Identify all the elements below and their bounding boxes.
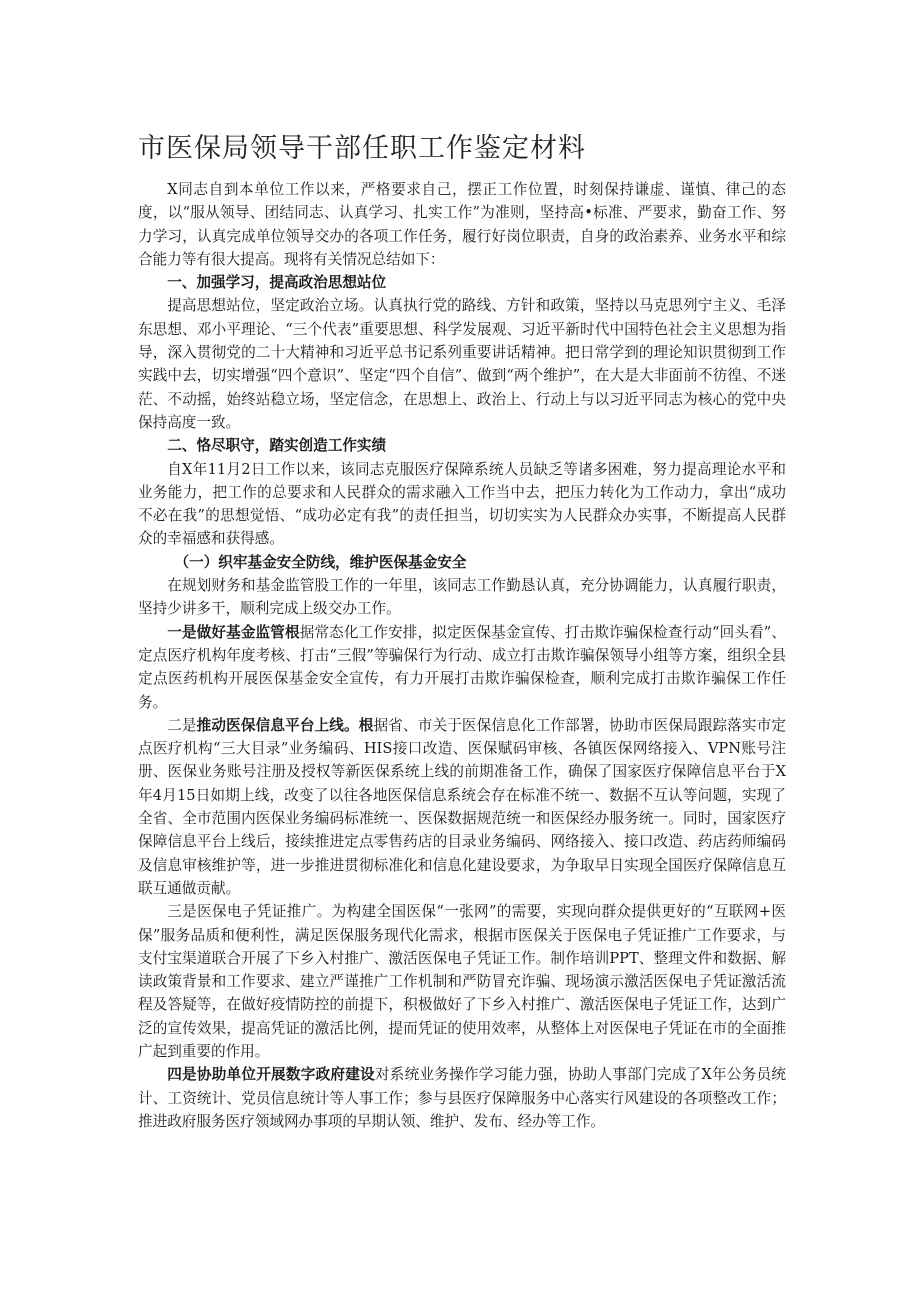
item-2-prefix: 二是 — [167, 716, 197, 734]
section-1-paragraph: 提高思想站位，坚定政治立场。认真执行党的路线、方针和政策，坚持以马克思列宁主义、毛泽东思想、邓小平理论、“三个代表”重要思想、科学发展观、习近平新时代中国特色社会主义思想为指导，深入贯彻党的二十大精神和习近平总书记系列重要讲话精神。把日常学到的理论知识贯彻到工作实践中去，切实增强“四个意识”、坚定“四个自信”、做到“两个维护”，在大是大非面前不彷徨、不迷茫、不动摇，始终站稳立场，坚定信念，在思想上、政治上、行动上与以习近平同志为核心的党中央保持高度一致。 — [138, 297, 786, 431]
item-2-paragraph — [138, 714, 786, 900]
item-4-text: 对系统业务操作学习能力强，协助人事部门完成了X年公务员统计、工资统计、党员信息统计等人事工作；参与县医疗保障服务中心落实行风建设的各项整改工作；推进政府服务医疗领域网办事项的早期认领、维护、发布、经办等工作。 — [138, 1066, 786, 1130]
item-1-paragraph — [138, 621, 786, 714]
section-2-paragraph: 自X年11月2日工作以来，该同志克服医疗保障系统人员缺乏等诸多困难，努力提高理论水平和业务能力，把工作的总要求和人民群众的需求融入工作当中去，把压力转化为工作动力，拿出“成功不必在我”的思想觉悟、“成功必定有我”的责任担当，切切实实为人民群众办实事，不断提高人民群众的幸福感和获得感。 — [138, 460, 786, 548]
item-2-text: 据省、市关于医保信息化工作部署，协助市医保局跟踪落实市定点医疗机构“三大目录”业务编码、HIS接口改造、医保赋码审核、各镇医保网络接入、VPN账号注册、医保业务账号注册及授权等新医保系统上线的前期准备工作，确保了国家医疗保障信息平台于X年4月15日如期上线，改变了以往各地医保信息系统会存在标准不统一、数据不互认等问题，实现了全省、全市范围内医保业务编码标准统一、医保数据规范统一和医保经办服务统一。同时，国家医疗保障信息平台上线后，接续推进定点零售药店的目录业务编码、网络接入、接口改造、药店药师编码及信息审核维护等，进一步推进贯彻标准化和信息化建设要求，为争取早日实现全国医疗保障信息互联互通做贡献。 — [138, 716, 786, 897]
document-title: 市医保局领导干部任职工作鉴定材料 — [138, 133, 586, 164]
section-heading-1: 一、加强学习，提高政治思想站位 — [167, 274, 387, 292]
document-body — [138, 178, 786, 1133]
item-4-lead: 四是协助单位开展数字政府建设 — [167, 1066, 375, 1084]
section-heading-2: 二、恪尽职守，踏实创造工作实绩 — [167, 437, 387, 455]
item-1-text: 据常态化工作安排，拟定医保基金宣传、打击欺诈骗保检查行动“回头看”、定点医疗机构年度考核、打击“三假”等骗保行为行动、成立打击欺诈骗保领导小组等方案，组织全县定点医药机构开展医保基金安全宣传，有力开展打击欺诈骗保检查，顺利完成打击欺诈骗保工作任务。 — [138, 623, 786, 711]
item-1-lead: 一是做好基金监管根 — [167, 623, 300, 641]
item-4-paragraph — [138, 1063, 786, 1133]
subsection-1-paragraph: 在规划财务和基金监管股工作的一年里，该同志工作勤恳认真，充分协调能力，认真履行职责，坚持少讲多干，顺利完成上级交办工作。 — [138, 577, 786, 618]
item-3-paragraph: 三是医保电子凭证推广。为构建全国医保“一张网”的需要，实现向群众提供更好的“互联网+医保”服务品质和便利性，满足医保服务现代化需求，根据市医保关于医保电子凭证推广工作要求，与支付宝渠道联合开展了下乡入村推广、激活医保电子凭证工作。制作培训PPT、整理文件和数据、解读政策背景和工作要求、建立严谨推广工作机制和严防冒充诈骗、现场演示激活医保电子凭证激活流程及答疑等，在做好疫情防控的前提下，积极做好了下乡入村推广、激活医保电子凭证工作，达到广泛的宣传效果，提高凭证的激活比例，提而凭证的使用效率，从整体上对医保电子凭证在市的全面推广起到重要的作用。 — [138, 903, 786, 1060]
subsection-heading-1: （一）织牢基金安全防线，维护医保基金安全 — [174, 553, 467, 571]
item-2-lead: 推动医保信息平台上线。根 — [196, 716, 374, 734]
intro-paragraph: X同志自到本单位工作以来，严格要求自己，摆正工作位置，时刻保持谦虚、谨慎、律己的态度，以“服从领导、团结同志、认真学习、扎实工作”为准则，坚持高•标准、严要求，勤奋工作、努力学习，认真完成单位领导交办的各项工作任务，履行好岗位职责，自身的政治素养、业务水平和综合能力等有很大提高。现将有关情况总结如下： — [138, 181, 786, 268]
